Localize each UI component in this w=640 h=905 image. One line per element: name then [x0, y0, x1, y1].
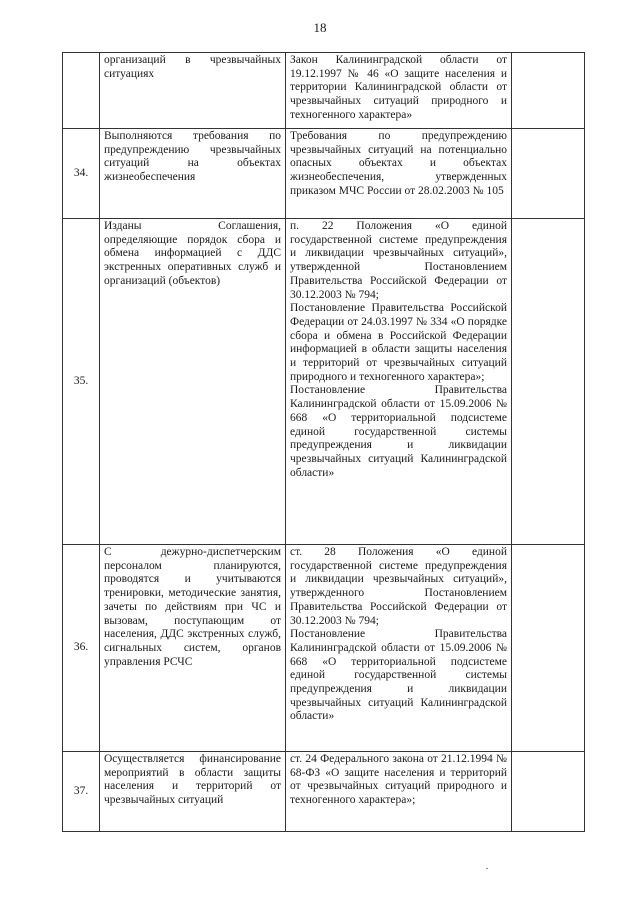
check-cell: [512, 219, 585, 545]
basis-paragraph: ст. 24 Федерального закона от 21.12.1994 № 68-ФЗ «О защите населения и территорий от чрезвычайных ситуаций природного и техногенного характера»;: [290, 753, 507, 807]
check-cell: [512, 752, 585, 832]
scan-speck: [486, 868, 488, 869]
basis-cell: [286, 53, 512, 129]
row-number: 35.: [63, 219, 100, 545]
basis-cell: [286, 219, 512, 545]
check-cell: [512, 545, 585, 752]
basis-cell: [286, 545, 512, 752]
table-row: [63, 219, 585, 545]
row-number: 36.: [63, 545, 100, 752]
requirements-table: [62, 52, 585, 832]
basis-paragraph: ст. 28 Положения «О единой государственной системе предупреждения и ликвидации чрезвычайных ситуаций», утвержденного Постановлением Правительства Российской Федерации от 30.12.2003 № 794;: [290, 546, 507, 627]
basis-cell: [286, 752, 512, 832]
page-number: 18: [313, 20, 327, 35]
table-row: [63, 129, 585, 219]
basis-paragraph: Закон Калининградской области от 19.12.1997 № 46 «О защите населения и территории Калининградской области от чрезвычайных ситуаций природного и техногенного характера»: [290, 54, 507, 121]
measure-cell: организаций в чрезвычайных ситуациях: [100, 53, 286, 129]
table-row: [63, 752, 585, 832]
measure-cell: С дежурно-диспетчерским персоналом планируются, проводятся и учитываются тренировки, методические занятия, зачеты по действиям при ЧС и вызовам, поступающим от населения, ДДС экстренных служб, сигнальных систем, органов управления РСЧС: [100, 545, 286, 752]
basis-paragraph: Постановление Правительства Калининградской области от 15.09.2006 № 668 «О территориальной подсистеме единой государственной системы предупреждения и ликвидации чрезвычайных ситуаций Калининградской области»: [290, 384, 507, 479]
check-cell: [512, 53, 585, 129]
check-cell: [512, 129, 585, 219]
measure-cell: Осуществляется финансирование мероприятий в области защиты населения и территорий от чрезвычайных ситуаций: [100, 752, 286, 832]
table-row: [63, 545, 585, 752]
basis-paragraph: Постановление Правительства Калининградской области от 15.09.2006 № 668 «О территориальной подсистеме единой государственной системы предупреждения и ликвидации чрезвычайных ситуаций Калининградской области»: [290, 628, 507, 723]
basis-paragraph: п. 22 Положения «О единой государственной системе предупреждения и ликвидации чрезвычайных ситуаций», утвержденной Постановлением Правительства Российской Федерации от 30.12.2003 № 794;: [290, 220, 507, 301]
basis-paragraph: Постановление Правительства Российской Федерации от 24.03.1997 № 334 «О порядке сбора и обмена в Российской Федерации информацией в области защиты населения и территорий от чрезвычайных ситуаций природного и техногенного характера»;: [290, 302, 507, 383]
table-row: [63, 53, 585, 129]
row-number: 37.: [63, 752, 100, 832]
basis-cell: [286, 129, 512, 219]
row-number: [63, 53, 100, 129]
measure-cell: Изданы Соглашения, определяющие порядок сбора и обмена информацией с ДДС экстренных оперативных служб и организаций (объектов): [100, 219, 286, 545]
basis-paragraph: Требования по предупреждению чрезвычайных ситуаций на потенциально опасных объектах и объектах жизнеобеспечения, утвержденных приказом МЧС России от 28.02.2003 № 105: [290, 130, 507, 197]
measure-cell: Выполняются требования по предупреждению чрезвычайных ситуаций на объектах жизнеобеспечения: [100, 129, 286, 219]
row-number: 34.: [63, 129, 100, 219]
